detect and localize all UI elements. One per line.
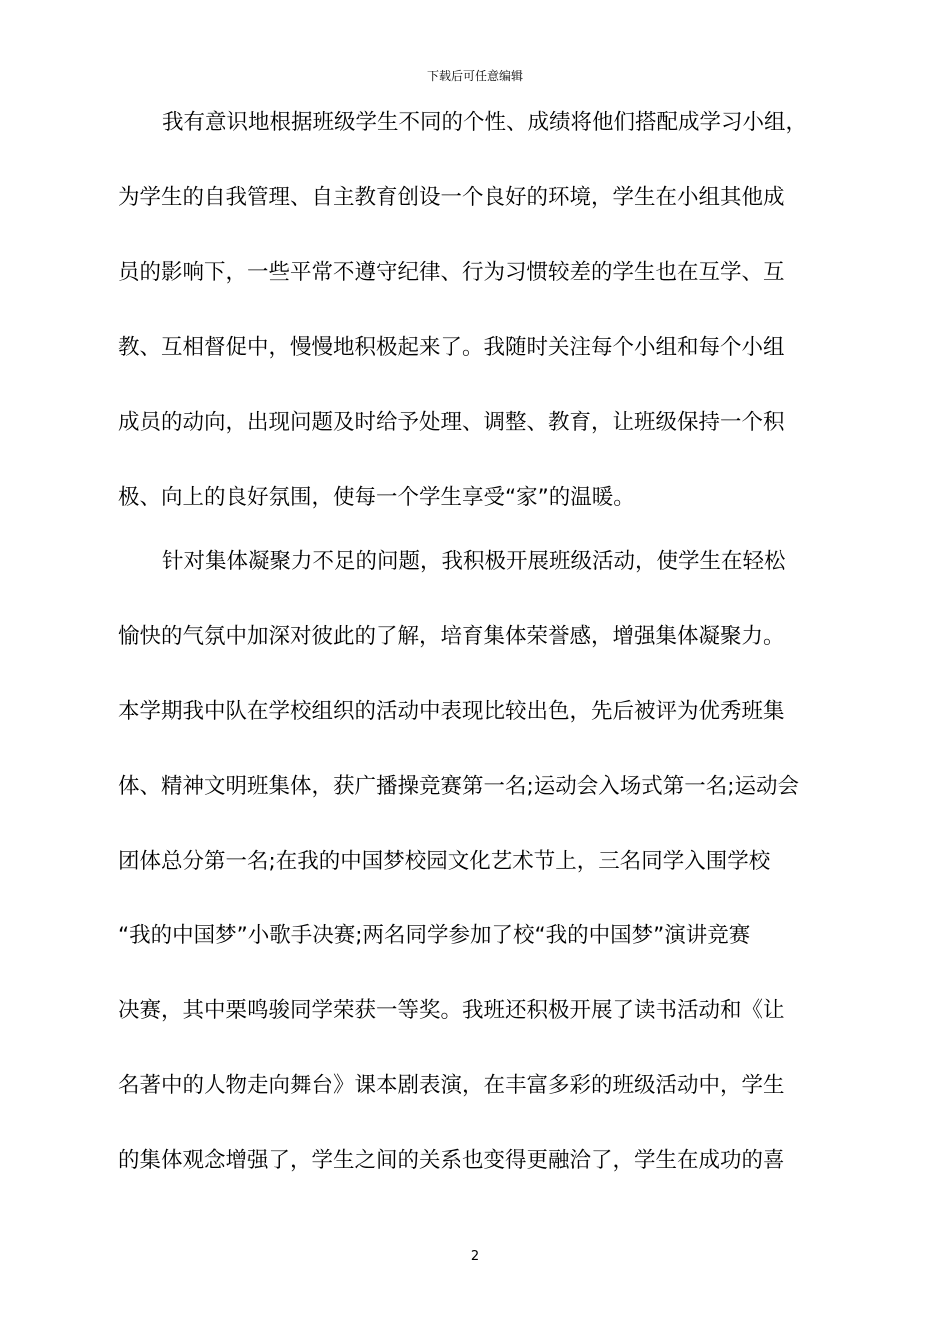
- paragraph-2-line-9: 的集体观念增强了，学生之间的关系也变得更融洽了，学生在成功的喜: [118, 1148, 785, 1173]
- paragraph-2-line-5: 团体总分第一名;在我的中国梦校园文化艺术节上，三名同学入围学校: [118, 849, 771, 874]
- paragraph-1-line-1: 我有意识地根据班级学生不同的个性、成绩将他们搭配成学习小组，: [162, 110, 808, 135]
- paragraph-1-line-4: 教、互相督促中，慢慢地积极起来了。我随时关注每个小组和每个小组: [118, 335, 785, 360]
- paragraph-1-line-6: 极、向上的良好氛围，使每一个学生享受“家”的温暖。: [118, 485, 635, 510]
- paragraph-2-line-2: 愉快的气氛中加深对彼此的了解，培育集体荣誉感，增强集体凝聚力。: [118, 624, 785, 649]
- paragraph-1-line-3: 员的影响下，一些平常不遵守纪律、行为习惯较差的学生也在互学、互: [118, 260, 785, 285]
- paragraph-2-line-6: “我的中国梦”小歌手决赛;两名同学参加了校“我的中国梦”演讲竞赛: [118, 923, 751, 948]
- paragraph-2-line-1: 针对集体凝聚力不足的问题，我积极开展班级活动，使学生在轻松: [162, 549, 786, 574]
- page-number: 2: [470, 1249, 480, 1264]
- paragraph-2-line-7: 决赛，其中栗鸣骏同学荣获一等奖。我班还积极开展了读书活动和《让: [118, 998, 785, 1023]
- header-note: 下载后可任意编辑: [426, 69, 523, 83]
- paragraph-1-line-5: 成员的动向，出现问题及时给予处理、调整、教育，让班级保持一个积: [118, 410, 785, 435]
- paragraph-2-line-8: 名著中的人物走向舞台》课本剧表演，在丰富多彩的班级活动中，学生: [118, 1073, 785, 1098]
- paragraph-1-line-2: 为学生的自我管理、自主教育创设一个良好的环境，学生在小组其他成: [118, 185, 785, 210]
- paragraph-2-line-3: 本学期我中队在学校组织的活动中表现比较出色，先后被评为优秀班集: [118, 699, 785, 724]
- paragraph-2-line-4: 体、精神文明班集体，获广播操竞赛第一名;运动会入场式第一名;运动会: [118, 774, 799, 799]
